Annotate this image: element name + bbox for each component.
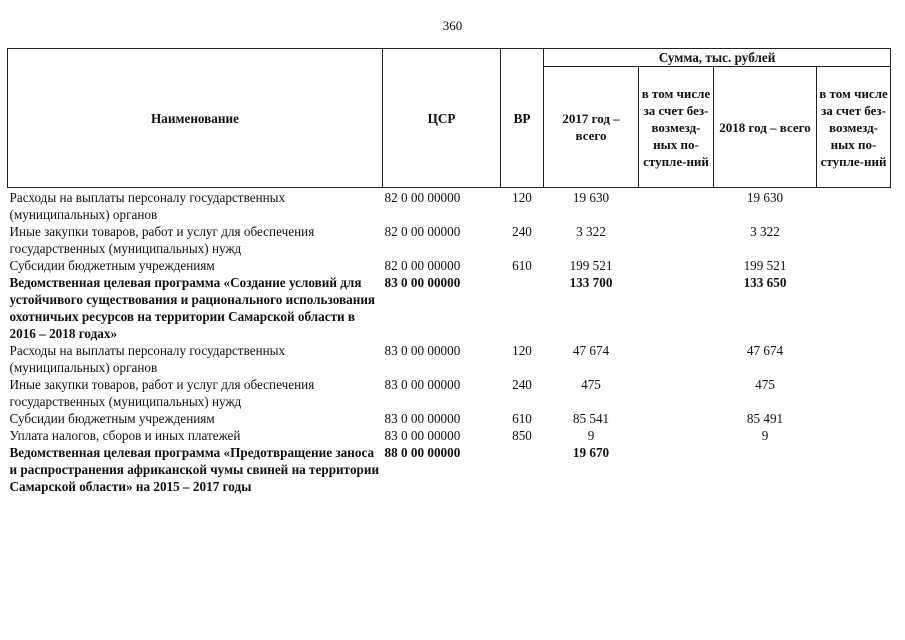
row-name-cell: Субсидии бюджетным учреждениям [9, 258, 215, 273]
row-2018-total-cell: 199 521 [743, 258, 787, 273]
row-2017-total-cell: 19 630 [572, 190, 610, 205]
row-vr-cell [501, 444, 544, 495]
row-2018-total-cell [714, 444, 817, 495]
row-name-cell: Иные закупки товаров, работ и услуг для обеспечения государственных (муниципальных) нужд [9, 224, 315, 256]
row-name-cell: Иные закупки товаров, работ и услуг для обеспечения государственных (муниципальных) нужд [9, 377, 315, 409]
row-csr-cell: 82 0 00 00000 [384, 224, 461, 239]
row-2018-free-cell [817, 427, 891, 444]
row-2017-total-cell: 3 322 [576, 224, 606, 239]
row-2017-free-cell [639, 274, 714, 342]
row-2018-total-cell: 19 630 [746, 190, 784, 205]
table-row [8, 188, 891, 224]
row-2018-free-cell [817, 376, 891, 410]
row-csr-cell: 83 0 00 00000 [384, 428, 461, 443]
row-name-cell: Расходы на выплаты персоналу государственных (муниципальных) органов [9, 190, 286, 222]
row-name-cell: Ведомственная целевая программа «Предотвращение заноса и распространения африканской чумы свиней на территории Самарской области» на 2015 – 2017 годы [9, 445, 380, 494]
table-row [8, 274, 891, 342]
row-csr-cell: 82 0 00 00000 [384, 258, 461, 273]
row-vr-cell: 120 [512, 343, 532, 358]
header-2017-total: 2017 год – всего [544, 67, 639, 188]
row-2017-free-cell [639, 427, 714, 444]
row-2017-free-cell [639, 376, 714, 410]
row-2018-free-cell [817, 188, 891, 224]
row-2017-total-cell: 133 700 [569, 275, 613, 290]
row-2018-free-cell [817, 257, 891, 274]
row-2017-total-cell: 199 521 [569, 258, 613, 273]
table-row [8, 376, 891, 410]
row-2017-free-cell [639, 257, 714, 274]
budget-table [7, 48, 891, 495]
row-2017-free-cell [639, 188, 714, 224]
header-name: Наименование [8, 49, 383, 188]
row-2018-total-cell: 133 650 [743, 275, 787, 290]
row-vr-cell: 240 [512, 377, 532, 392]
row-name-cell: Ведомственная целевая программа «Создание условий для устойчивого существования и рационального использования охотничьих ресурсов на территории Самарской области в 2016 – 2018 годах» [9, 275, 376, 341]
header-2018-total: 2018 год – всего [714, 67, 817, 188]
row-csr-cell: 83 0 00 00000 [384, 411, 461, 426]
header-2017-free: в том числе за счет без-возмезд-ных по-ступле-ний [639, 67, 714, 188]
row-2018-free-cell [817, 274, 891, 342]
row-csr-cell: 82 0 00 00000 [384, 190, 461, 205]
row-2018-free-cell [817, 223, 891, 257]
row-csr-cell: 83 0 00 00000 [384, 275, 461, 290]
row-2018-total-cell: 85 491 [746, 411, 784, 426]
header-csr: ЦСР [383, 49, 501, 188]
row-csr-cell: 83 0 00 00000 [384, 377, 461, 392]
row-name-cell: Расходы на выплаты персоналу государственных (муниципальных) органов [9, 343, 286, 375]
table-row [8, 223, 891, 257]
row-2017-free-cell [639, 410, 714, 427]
row-csr-cell: 88 0 00 00000 [384, 445, 461, 460]
table-row [8, 257, 891, 274]
table-body [8, 188, 891, 496]
row-2017-total-cell: 475 [581, 377, 601, 392]
row-vr-cell: 610 [512, 411, 532, 426]
row-2018-total-cell: 3 322 [750, 224, 780, 239]
row-vr-cell [501, 274, 544, 342]
row-2018-free-cell [817, 444, 891, 495]
table-row [8, 342, 891, 376]
row-name-cell: Уплата налогов, сборов и иных платежей [9, 428, 241, 443]
header-2018-free: в том числе за счет без-возмезд-ных по-ступле-ний [817, 67, 891, 188]
table-row [8, 410, 891, 427]
row-vr-cell: 610 [512, 258, 532, 273]
row-2018-free-cell [817, 410, 891, 427]
row-vr-cell: 850 [512, 428, 532, 443]
row-2017-free-cell [639, 223, 714, 257]
table-row [8, 444, 891, 495]
row-2017-total-cell: 19 670 [572, 445, 610, 460]
row-2018-total-cell: 47 674 [746, 343, 784, 358]
table-row [8, 427, 891, 444]
header-sum-group: Сумма, тыс. рублей [544, 49, 891, 67]
page-number: 360 [442, 18, 463, 33]
row-2017-total-cell: 47 674 [572, 343, 610, 358]
row-csr-cell: 83 0 00 00000 [384, 343, 461, 358]
row-2018-free-cell [817, 342, 891, 376]
row-vr-cell: 240 [512, 224, 532, 239]
row-2017-total-cell: 9 [587, 428, 595, 443]
row-vr-cell: 120 [512, 190, 532, 205]
row-2018-total-cell: 9 [761, 428, 769, 443]
header-vr: ВР [501, 49, 544, 188]
row-2017-free-cell [639, 444, 714, 495]
row-2017-free-cell [639, 342, 714, 376]
row-2018-total-cell: 475 [755, 377, 775, 392]
row-2017-total-cell: 85 541 [572, 411, 610, 426]
row-name-cell: Субсидии бюджетным учреждениям [9, 411, 215, 426]
